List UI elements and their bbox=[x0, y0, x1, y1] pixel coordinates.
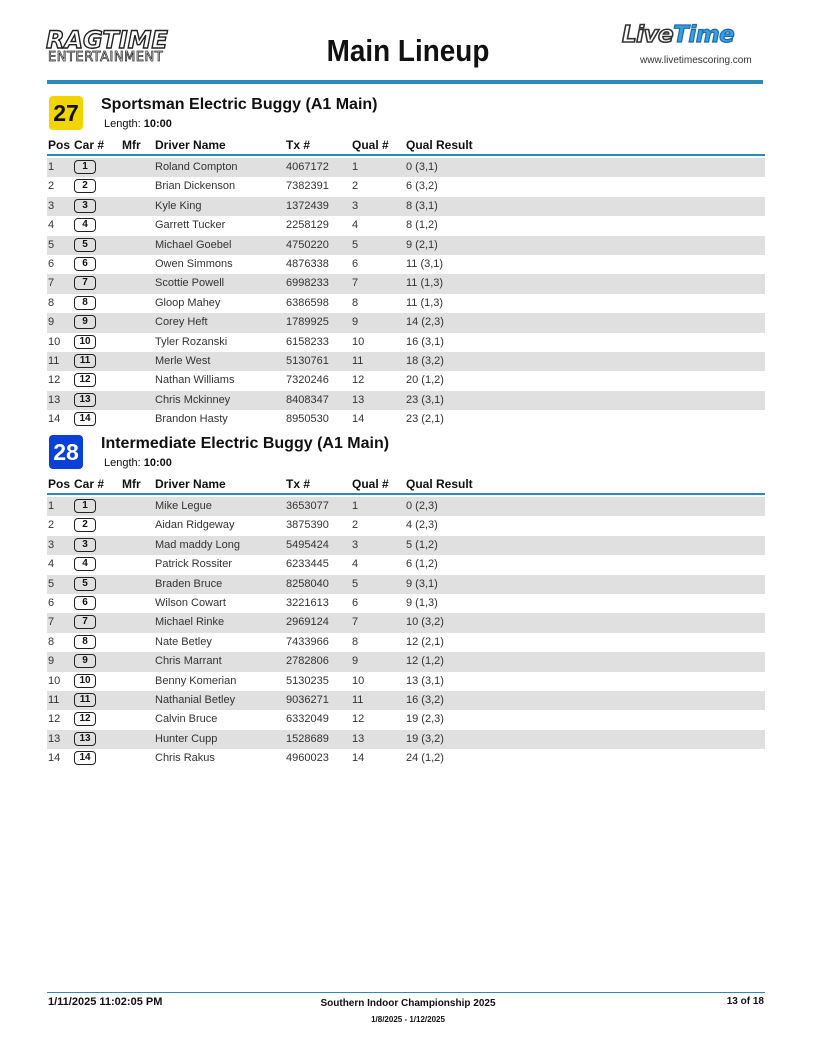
qual-result-cell: 23 (2,1) bbox=[406, 413, 444, 426]
driver-name-cell: Hunter Cupp bbox=[155, 732, 218, 745]
qual-result-cell: 10 (3,2) bbox=[406, 616, 444, 629]
car-number-badge: 8 bbox=[74, 296, 96, 310]
pos-cell: 2 bbox=[48, 180, 55, 193]
pos-cell: 13 bbox=[48, 393, 61, 406]
pos-cell: 1 bbox=[48, 500, 55, 512]
qual-position-cell: 6 bbox=[352, 257, 359, 270]
pos-cell: 9 bbox=[48, 655, 55, 668]
table-row bbox=[47, 516, 765, 535]
driver-name-cell: Aidan Ridgeway bbox=[155, 519, 235, 532]
transponder-cell: 6332049 bbox=[286, 713, 329, 726]
transponder-cell: 8950530 bbox=[286, 413, 329, 426]
col-header-driver: Driver Name bbox=[155, 477, 226, 491]
transponder-cell: 4876338 bbox=[286, 257, 329, 270]
car-number-badge: 13 bbox=[74, 393, 96, 407]
race-name: Intermediate Electric Buggy (A1 Main) bbox=[101, 435, 390, 452]
driver-name-cell: Tyler Rozanski bbox=[155, 335, 228, 348]
car-number-badge: 6 bbox=[74, 596, 96, 610]
qual-result-cell: 4 (2,3) bbox=[406, 519, 438, 532]
col-header-qual-result: Qual Result bbox=[406, 138, 473, 152]
car-number-badge: 9 bbox=[74, 654, 96, 668]
table-row bbox=[47, 216, 765, 235]
qual-position-cell: 7 bbox=[352, 277, 359, 290]
col-header-qual: Qual # bbox=[352, 138, 389, 152]
header-divider bbox=[47, 80, 763, 84]
logo-text-sub: ENTERTAINMENT bbox=[48, 50, 164, 65]
qual-position-cell: 9 bbox=[352, 316, 359, 329]
driver-name-cell: Michael Goebel bbox=[155, 238, 232, 251]
transponder-cell: 4750220 bbox=[286, 238, 329, 251]
qual-position-cell: 7 bbox=[352, 616, 359, 629]
transponder-cell: 3875390 bbox=[286, 519, 329, 532]
car-number-badge: 1 bbox=[74, 499, 96, 513]
table-row bbox=[47, 391, 765, 410]
car-number-badge: 4 bbox=[74, 218, 96, 232]
qual-position-cell: 10 bbox=[352, 674, 365, 687]
qual-position-cell: 12 bbox=[352, 374, 365, 387]
car-number-badge: 4 bbox=[74, 557, 96, 571]
car-number-badge: 10 bbox=[74, 335, 96, 349]
qual-result-cell: 14 (2,3) bbox=[406, 316, 444, 329]
driver-name-cell: Gloop Mahey bbox=[155, 296, 221, 309]
footer-event-name: Southern Indoor Championship 2025 bbox=[320, 998, 496, 1009]
qual-position-cell: 11 bbox=[352, 693, 364, 706]
table-row bbox=[47, 672, 765, 691]
pos-cell: 1 bbox=[48, 161, 55, 173]
driver-name-cell: Chris Marrant bbox=[155, 655, 222, 668]
driver-name-cell: Calvin Bruce bbox=[155, 713, 218, 726]
qual-result-cell: 18 (3,2) bbox=[406, 354, 444, 367]
driver-name-cell: Michael Rinke bbox=[155, 616, 225, 629]
race-length-value: 10:00 bbox=[143, 118, 172, 130]
lineup-table bbox=[47, 158, 765, 429]
qual-position-cell: 3 bbox=[352, 199, 359, 212]
car-number-badge: 3 bbox=[74, 199, 96, 213]
driver-name-cell: Patrick Rossiter bbox=[155, 558, 233, 571]
pos-cell: 6 bbox=[48, 257, 55, 270]
qual-result-cell: 24 (1,2) bbox=[406, 752, 444, 765]
pos-cell: 11 bbox=[48, 354, 60, 367]
pos-cell: 12 bbox=[48, 374, 61, 387]
car-number-badge: 11 bbox=[74, 354, 96, 368]
qual-position-cell: 13 bbox=[352, 732, 365, 745]
transponder-cell: 5130235 bbox=[286, 674, 329, 687]
transponder-cell: 1528689 bbox=[286, 732, 329, 745]
pos-cell: 8 bbox=[48, 296, 55, 309]
qual-position-cell: 14 bbox=[352, 413, 365, 426]
driver-name-cell: Braden Bruce bbox=[155, 577, 223, 590]
table-row bbox=[47, 594, 765, 613]
qual-result-cell: 19 (3,2) bbox=[406, 732, 444, 745]
table-row bbox=[47, 730, 765, 749]
transponder-cell: 5130761 bbox=[286, 354, 329, 367]
col-header-car: Car # bbox=[74, 138, 105, 152]
qual-result-cell: 8 (1,2) bbox=[406, 219, 438, 232]
car-number-badge: 2 bbox=[74, 518, 96, 532]
livetime-logo-text: LiveTime bbox=[622, 22, 735, 48]
qual-position-cell: 14 bbox=[352, 752, 365, 765]
driver-name-cell: Scottie Powell bbox=[155, 277, 225, 290]
table-row bbox=[47, 158, 765, 177]
driver-name-cell: Owen Simmons bbox=[155, 257, 233, 270]
table-row bbox=[47, 497, 765, 516]
pos-cell: 8 bbox=[48, 635, 55, 648]
qual-position-cell: 4 bbox=[352, 558, 359, 571]
transponder-cell: 6998233 bbox=[286, 277, 329, 290]
driver-name-cell: Roland Compton bbox=[155, 161, 238, 173]
car-number-badge: 7 bbox=[74, 615, 96, 629]
transponder-cell: 6233445 bbox=[286, 558, 329, 571]
col-header-tx: Tx # bbox=[286, 138, 311, 152]
pos-cell: 11 bbox=[48, 693, 60, 706]
livetime-url: www.livetimescoring.com bbox=[640, 55, 752, 66]
footer-divider bbox=[47, 992, 765, 993]
table-row bbox=[47, 710, 765, 729]
race-length-label: Length: bbox=[104, 457, 141, 469]
qual-position-cell: 1 bbox=[352, 500, 359, 512]
transponder-cell: 7320246 bbox=[286, 374, 329, 387]
transponder-cell: 8408347 bbox=[286, 393, 329, 406]
table-row bbox=[47, 274, 765, 293]
lineup-table bbox=[47, 497, 765, 768]
pos-cell: 4 bbox=[48, 219, 55, 232]
col-header-pos: Pos bbox=[48, 477, 71, 491]
qual-result-cell: 16 (3,2) bbox=[406, 693, 444, 706]
transponder-cell: 7433966 bbox=[286, 635, 329, 648]
car-number-badge: 3 bbox=[74, 538, 96, 552]
transponder-cell: 4960023 bbox=[286, 752, 329, 765]
race-number-badge: 27 bbox=[49, 96, 83, 130]
footer-event-dates: 1/8/2025 - 1/12/2025 bbox=[371, 1015, 445, 1024]
driver-name-cell: Mike Legue bbox=[155, 500, 212, 512]
car-number-badge: 5 bbox=[74, 238, 96, 252]
race-length-value: 10:00 bbox=[143, 457, 172, 469]
qual-position-cell: 3 bbox=[352, 538, 359, 551]
race-length bbox=[104, 457, 172, 469]
car-number-badge: 9 bbox=[74, 315, 96, 329]
table-row bbox=[47, 313, 765, 332]
qual-position-cell: 8 bbox=[352, 635, 359, 648]
car-number-badge: 5 bbox=[74, 577, 96, 591]
col-header-tx: Tx # bbox=[286, 477, 311, 491]
driver-name-cell: Brandon Hasty bbox=[155, 413, 228, 426]
col-header-car: Car # bbox=[74, 477, 105, 491]
qual-result-cell: 9 (3,1) bbox=[406, 577, 438, 590]
qual-result-cell: 9 (2,1) bbox=[406, 238, 438, 251]
pos-cell: 3 bbox=[48, 538, 55, 551]
car-number-badge: 14 bbox=[74, 751, 96, 765]
transponder-cell: 1372439 bbox=[286, 199, 329, 212]
qual-result-cell: 19 (2,3) bbox=[406, 713, 444, 726]
transponder-cell: 1789925 bbox=[286, 316, 329, 329]
pos-cell: 14 bbox=[48, 413, 61, 426]
col-header-qual-result: Qual Result bbox=[406, 477, 473, 491]
table-row bbox=[47, 691, 765, 710]
transponder-cell: 9036271 bbox=[286, 693, 329, 706]
qual-result-cell: 0 (3,1) bbox=[406, 161, 438, 173]
qual-result-cell: 5 (1,2) bbox=[406, 538, 438, 551]
car-number-badge: 12 bbox=[74, 373, 96, 387]
driver-name-cell: Brian Dickenson bbox=[155, 180, 236, 193]
car-number-badge: 8 bbox=[74, 635, 96, 649]
driver-name-cell: Chris Mckinney bbox=[155, 393, 231, 406]
pos-cell: 7 bbox=[48, 277, 55, 290]
qual-result-cell: 6 (3,2) bbox=[406, 180, 438, 193]
table-row bbox=[47, 236, 765, 255]
qual-position-cell: 6 bbox=[352, 596, 359, 609]
transponder-cell: 7382391 bbox=[286, 180, 329, 193]
qual-result-cell: 23 (3,1) bbox=[406, 393, 444, 406]
driver-name-cell: Kyle King bbox=[155, 199, 202, 212]
footer-page-number: 13 of 18 bbox=[726, 996, 764, 1007]
car-number-badge: 13 bbox=[74, 732, 96, 746]
logo-text-main: RAGTIME bbox=[46, 26, 168, 54]
qual-result-cell: 9 (1,3) bbox=[406, 596, 438, 609]
pos-cell: 5 bbox=[48, 577, 55, 590]
col-header-mfr: Mfr bbox=[122, 138, 141, 152]
table-row bbox=[47, 575, 765, 594]
qual-result-cell: 11 (3,1) bbox=[406, 257, 444, 270]
transponder-cell: 2782806 bbox=[286, 655, 329, 668]
transponder-cell: 3221613 bbox=[286, 596, 329, 609]
car-number-badge: 2 bbox=[74, 179, 96, 193]
qual-result-cell: 11 (1,3) bbox=[406, 277, 444, 290]
table-row bbox=[47, 333, 765, 352]
car-number-badge: 12 bbox=[74, 712, 96, 726]
qual-result-cell: 0 (2,3) bbox=[406, 500, 438, 512]
driver-name-cell: Garrett Tucker bbox=[155, 219, 226, 232]
col-header-driver: Driver Name bbox=[155, 138, 226, 152]
pos-cell: 5 bbox=[48, 238, 55, 251]
car-number-badge: 1 bbox=[74, 160, 96, 174]
livetime-logo bbox=[622, 22, 764, 72]
driver-name-cell: Chris Rakus bbox=[155, 752, 215, 765]
race-number-badge: 28 bbox=[49, 435, 83, 469]
driver-name-cell: Nate Betley bbox=[155, 635, 212, 648]
car-number-badge: 10 bbox=[74, 674, 96, 688]
table-row bbox=[47, 352, 765, 371]
race-length bbox=[104, 118, 172, 130]
transponder-cell: 6386598 bbox=[286, 296, 329, 309]
table-header bbox=[47, 477, 765, 495]
qual-result-cell: 11 (1,3) bbox=[406, 296, 444, 309]
pos-cell: 14 bbox=[48, 752, 61, 765]
col-header-mfr: Mfr bbox=[122, 477, 141, 491]
pos-cell: 10 bbox=[48, 335, 61, 348]
qual-result-cell: 16 (3,1) bbox=[406, 335, 444, 348]
qual-position-cell: 2 bbox=[352, 180, 359, 193]
qual-result-cell: 13 (3,1) bbox=[406, 674, 444, 687]
table-row bbox=[47, 613, 765, 632]
qual-position-cell: 9 bbox=[352, 655, 359, 668]
pos-cell: 13 bbox=[48, 732, 61, 745]
pos-cell: 6 bbox=[48, 596, 55, 609]
table-row bbox=[47, 197, 765, 216]
driver-name-cell: Mad maddy Long bbox=[155, 538, 240, 551]
table-row bbox=[47, 177, 765, 196]
col-header-pos: Pos bbox=[48, 138, 71, 152]
qual-position-cell: 11 bbox=[352, 354, 364, 367]
table-row bbox=[47, 536, 765, 555]
qual-position-cell: 1 bbox=[352, 161, 359, 173]
car-number-badge: 6 bbox=[74, 257, 96, 271]
qual-position-cell: 12 bbox=[352, 713, 365, 726]
race-name: Sportsman Electric Buggy (A1 Main) bbox=[101, 96, 378, 113]
driver-name-cell: Wilson Cowart bbox=[155, 596, 226, 609]
qual-position-cell: 8 bbox=[352, 296, 359, 309]
table-row bbox=[47, 633, 765, 652]
pos-cell: 4 bbox=[48, 558, 55, 571]
qual-result-cell: 20 (1,2) bbox=[406, 374, 444, 387]
pos-cell: 12 bbox=[48, 713, 61, 726]
qual-position-cell: 13 bbox=[352, 393, 365, 406]
table-row bbox=[47, 255, 765, 274]
race-length-label: Length: bbox=[104, 118, 141, 130]
transponder-cell: 4067172 bbox=[286, 161, 329, 173]
qual-position-cell: 4 bbox=[352, 219, 359, 232]
pos-cell: 10 bbox=[48, 674, 61, 687]
car-number-badge: 7 bbox=[74, 276, 96, 290]
qual-result-cell: 12 (1,2) bbox=[406, 655, 444, 668]
transponder-cell: 3653077 bbox=[286, 500, 329, 512]
transponder-cell: 2969124 bbox=[286, 616, 329, 629]
qual-position-cell: 10 bbox=[352, 335, 365, 348]
table-row bbox=[47, 410, 765, 429]
pos-cell: 9 bbox=[48, 316, 55, 329]
table-row bbox=[47, 652, 765, 671]
qual-result-cell: 8 (3,1) bbox=[406, 199, 438, 212]
pos-cell: 2 bbox=[48, 519, 55, 532]
driver-name-cell: Corey Heft bbox=[155, 316, 208, 329]
qual-result-cell: 12 (2,1) bbox=[406, 635, 444, 648]
table-row bbox=[47, 555, 765, 574]
car-number-badge: 11 bbox=[74, 693, 96, 707]
page-title: Main Lineup bbox=[326, 33, 490, 68]
qual-result-cell: 6 (1,2) bbox=[406, 558, 438, 571]
transponder-cell: 8258040 bbox=[286, 577, 329, 590]
pos-cell: 3 bbox=[48, 199, 55, 212]
qual-position-cell: 5 bbox=[352, 238, 359, 251]
driver-name-cell: Merle West bbox=[155, 354, 211, 367]
qual-position-cell: 2 bbox=[352, 519, 359, 532]
footer-timestamp: 1/11/2025 11:02:05 PM bbox=[48, 996, 163, 1008]
transponder-cell: 5495424 bbox=[286, 538, 329, 551]
pos-cell: 7 bbox=[48, 616, 55, 629]
transponder-cell: 6158233 bbox=[286, 335, 329, 348]
table-header bbox=[47, 138, 765, 156]
col-header-qual: Qual # bbox=[352, 477, 389, 491]
table-row bbox=[47, 371, 765, 390]
car-number-badge: 14 bbox=[74, 412, 96, 426]
qual-position-cell: 5 bbox=[352, 577, 359, 590]
driver-name-cell: Nathanial Betley bbox=[155, 693, 236, 706]
driver-name-cell: Benny Komerian bbox=[155, 674, 237, 687]
table-row bbox=[47, 294, 765, 313]
driver-name-cell: Nathan Williams bbox=[155, 374, 235, 387]
table-row bbox=[47, 749, 765, 768]
transponder-cell: 2258129 bbox=[286, 219, 329, 232]
